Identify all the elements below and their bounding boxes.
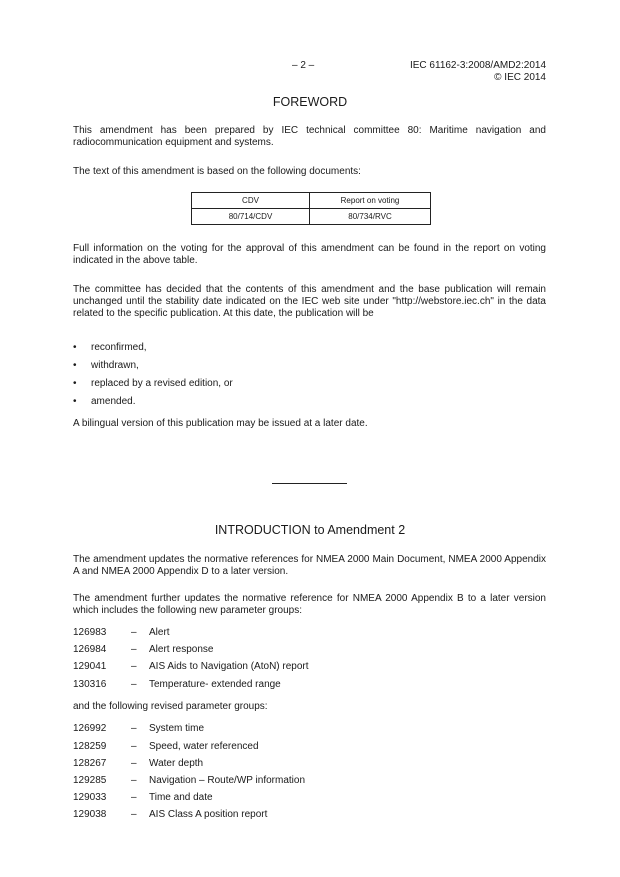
parameter-group-description: AIS Class A position report [149, 809, 268, 820]
table-cell: 80/714/CDV [192, 209, 310, 225]
parameter-group-description: Temperature- extended range [149, 679, 281, 690]
voting-documents-table [191, 192, 431, 225]
foreword-title: FOREWORD [272, 95, 348, 109]
parameter-group-description: Time and date [149, 792, 213, 803]
parameter-group-code: 129033 [73, 792, 107, 803]
parameter-group-description: System time [149, 723, 205, 734]
document-page: – 2 – IEC 61162-3:2008/AMD2:2014 © IEC 2014 FOREWORD This amendment has been prepared by IEC technical committee 80: Maritime navigation and radiocommunication equipment and systems. The text of this amendment is based on the following documents: CDV Report on voting 80/714/CDV 80/734/RVC Full information on the voting for the approval of this amendment can be found in the report on voting indicated in the above table. The committee has decided that the contents of this amendment and the base publication will remain unchanged until the stability date indicated on the IEC web site under "http://webstore.iec.ch" in the data related to the specific publication. At this date, the publication will be • reconfirmed, • withdrawn, • replaced by a revised edition, or • amended. A bilingual version of this publication may be issued at a later date. INTRODUCTION to Amendment 2 The amendment updates the normative references for NMEA 2000 Main Document, NMEA 2000 Appendix A and NMEA 2000 Appendix D to a later version. The amendment further updates the normative reference for NMEA 2000 Appendix B to a later version which includes the following new parameter groups: 126983 – Alert 126984 – Alert response 129041 – AIS Aids to Navigation (AtoN) report 130316 – Temperature- extended range and the following revised parameter groups: 126992 – System time 128259 – Speed, water referenced 128267 – Water depth 129285 – Navigation – Route/WP information 129033 – Time and date 129038 – AIS Class A position report [0, 0, 620, 877]
table-cell: 80/734/RVC [310, 209, 431, 225]
parameter-group-description: Navigation – Route/WP information [149, 775, 306, 786]
parameter-group-code: 130316 [73, 679, 107, 690]
parameter-group-code: 128259 [73, 741, 107, 752]
parameter-group-code: 126992 [73, 723, 107, 734]
parameter-group-code: 126983 [73, 627, 107, 638]
table-header-cell: CDV [192, 193, 310, 209]
bullet-icon: • [73, 378, 77, 389]
document-id: IEC 61162-3:2008/AMD2:2014 [409, 60, 546, 71]
parameter-group-code: 129041 [73, 661, 107, 672]
parameter-group-description: Alert [149, 627, 170, 638]
introduction-title: INTRODUCTION to Amendment 2 [214, 523, 406, 537]
introduction-paragraph-1: The amendment updates the normative references for NMEA 2000 Main Document, NMEA 2000 Appendix A and NMEA 2000 Appendix D to a later version. [73, 554, 546, 577]
bullet-icon: • [73, 360, 77, 371]
copyright-notice: © IEC 2014 [494, 72, 546, 83]
foreword-paragraph-3: Full information on the voting for the approval of this amendment can be found in the report on voting indicated in the above table. [73, 243, 546, 266]
parameter-group-description: Alert response [149, 644, 214, 655]
introduction-paragraph-3: and the following revised parameter groups: [73, 701, 268, 712]
parameter-group-code: 128267 [73, 758, 107, 769]
foreword-paragraph-1: This amendment has been prepared by IEC technical committee 80: Maritime navigation and radiocommunication equipment and systems. [73, 125, 546, 148]
parameter-group-description: Water depth [149, 758, 204, 769]
bullet-icon: • [73, 342, 77, 353]
table-header-row [192, 193, 431, 209]
parameter-group-code: 126984 [73, 644, 107, 655]
document-reference [360, 60, 546, 84]
parameter-group-description: AIS Aids to Navigation (AtoN) report [149, 661, 309, 672]
parameter-group-code: 129285 [73, 775, 107, 786]
foreword-paragraph-4: The committee has decided that the contents of this amendment and the base publication will remain unchanged until the stability date indicated on the IEC web site under "http://webstore.iec.ch" in the data related to the specific publication. At this date, the publication will be [73, 284, 546, 319]
parameter-group-code: 129038 [73, 809, 107, 820]
table-header-cell: Report on voting [310, 193, 431, 209]
section-divider [272, 483, 347, 484]
introduction-paragraph-2: The amendment further updates the normative reference for NMEA 2000 Appendix B to a later version which includes the following new parameter groups: [73, 593, 546, 616]
page-number: – 2 – [292, 60, 315, 71]
bullet-icon: • [73, 396, 77, 407]
table-row [192, 209, 431, 225]
parameter-group-description: Speed, water referenced [149, 741, 259, 752]
foreword-paragraph-2: The text of this amendment is based on the following documents: [73, 166, 361, 177]
foreword-paragraph-5: A bilingual version of this publication may be issued at a later date. [73, 418, 368, 429]
